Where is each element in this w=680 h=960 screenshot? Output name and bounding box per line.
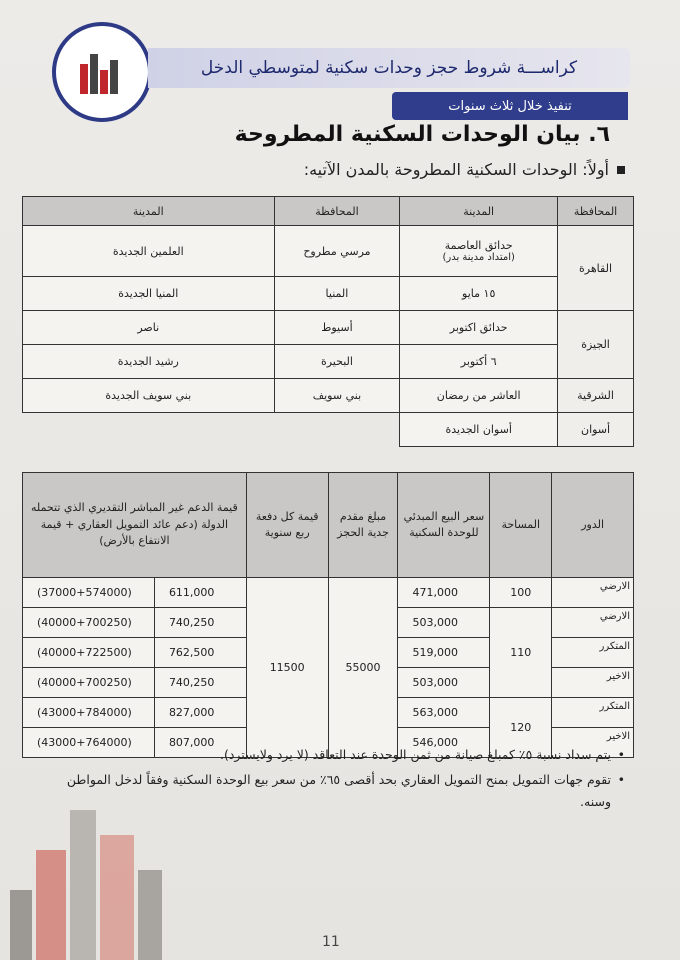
governorate-cell: القاهرة <box>558 226 634 311</box>
support-total-cell: 740,250 <box>154 668 246 698</box>
floor-cell: الاخير <box>552 728 634 758</box>
support-detail-cell: (40000+700250) <box>23 608 155 638</box>
governorate-cell: الشرقية <box>558 379 634 413</box>
execution-period: تنفيذ خلال ثلاث سنوات <box>448 98 572 114</box>
support-detail-cell: (40000+700250) <box>23 668 155 698</box>
cities-table-header <box>23 197 634 226</box>
floor-cell: الارضي <box>552 578 634 608</box>
price-cell: 503,000 <box>398 668 490 698</box>
city-name: حدائق العاصمة <box>444 239 513 252</box>
table-row <box>23 345 634 379</box>
city-cell: ١٥ مايو <box>400 277 558 311</box>
table-row <box>23 578 634 608</box>
cities-table <box>22 196 634 447</box>
table-row <box>23 413 634 447</box>
header-support: قيمة الدعم غير المباشر التقديري الذي تتحمله الدولة (دعم عائد التمويل العقاري + قيمة الانتفاع بالأرض) <box>23 473 247 578</box>
area-cell: 120 <box>490 698 552 758</box>
city-cell: رشيد الجديدة <box>23 345 275 379</box>
governorate-cell: المنيا <box>274 277 400 311</box>
city-cell: العلمين الجديدة <box>23 226 275 277</box>
support-detail-cell: (40000+722500) <box>23 638 155 668</box>
floor-cell: المتكرر <box>552 638 634 668</box>
governorate-cell: الجيزة <box>558 311 634 379</box>
floor-cell: الاخير <box>552 668 634 698</box>
support-detail-cell: (37000+574000) <box>23 578 155 608</box>
city-cell: بني سويف الجديدة <box>23 379 275 413</box>
area-cell: 100 <box>490 578 552 608</box>
support-total-cell: 807,000 <box>154 728 246 758</box>
cities-subheading-text: أولاً: الوحدات السكنية المطروحة بالمدن الآتيه: <box>303 160 609 179</box>
table-row <box>23 311 634 345</box>
header-area: المساحة <box>490 473 552 578</box>
governorate-cell: مرسي مطروح <box>274 226 400 277</box>
brochure-title: كراســـة شروط حجز وحدات سكنية لمتوسطي الدخل <box>200 58 578 78</box>
units-table <box>22 472 634 758</box>
floor-cell: المتكرر <box>552 698 634 728</box>
page-number: 11 <box>322 934 340 950</box>
city-cell: ناصر <box>23 311 275 345</box>
support-total-cell: 740,250 <box>154 608 246 638</box>
note-item: • يتم سداد نسبة ٥٪ كمبلغ صيانة من ثمن الوحدة عند التعاقد (لا يرد ولايسترد). <box>35 744 625 765</box>
cities-subheading <box>304 160 625 179</box>
governorate-cell: أسوان <box>558 413 634 447</box>
support-detail-cell: (43000+764000) <box>23 728 155 758</box>
note-item: • تقوم جهات التمويل بمنح التمويل العقاري بحد أقصى ٦٥٪ من سعر بيع الوحدة السكنية وفقاً لدخل المواطن وسنه. <box>35 769 625 812</box>
price-cell: 471,000 <box>398 578 490 608</box>
city-cell: أسوان الجديدة <box>400 413 558 447</box>
price-cell: 503,000 <box>398 608 490 638</box>
execution-period-banner <box>392 92 628 120</box>
header-price: سعر البيع المبدئي للوحدة السكنية <box>398 473 490 578</box>
brochure-title-banner <box>148 48 630 88</box>
city-cell: العاشر من رمضان <box>400 379 558 413</box>
down-payment-cell: 55000 <box>328 578 398 758</box>
support-total-cell: 762,500 <box>154 638 246 668</box>
support-total-cell: 827,000 <box>154 698 246 728</box>
city-cell <box>400 226 558 277</box>
header-city: المدينة <box>23 197 275 226</box>
header-down-payment: مبلغ مقدم جدية الحجز <box>328 473 398 578</box>
header-quarterly: قيمة كل دفعة ربع سنوية <box>246 473 328 578</box>
floor-cell: الارضي <box>552 608 634 638</box>
units-table-header <box>23 473 634 578</box>
header-governorate: المحافظة <box>558 197 634 226</box>
header-city: المدينة <box>400 197 558 226</box>
building-decoration <box>0 800 190 960</box>
city-cell: حدائق اكتوبر <box>400 311 558 345</box>
governorate-cell: البحيرة <box>274 345 400 379</box>
city-cell: ٦ أكتوبر <box>400 345 558 379</box>
city-note: (امتداد مدينة بدر) <box>442 252 515 263</box>
quarterly-cell: 11500 <box>246 578 328 758</box>
support-total-cell: 611,000 <box>154 578 246 608</box>
header-governorate: المحافظة <box>274 197 400 226</box>
price-cell: 563,000 <box>398 698 490 728</box>
price-cell: 519,000 <box>398 638 490 668</box>
table-row <box>23 226 634 277</box>
fund-logo <box>52 22 152 122</box>
area-cell: 110 <box>490 608 552 698</box>
table-row <box>23 379 634 413</box>
table-row <box>23 277 634 311</box>
bullet-square-icon <box>617 166 625 174</box>
city-cell: المنيا الجديدة <box>23 277 275 311</box>
header-floor: الدور <box>552 473 634 578</box>
price-cell: 546,000 <box>398 728 490 758</box>
support-detail-cell: (43000+784000) <box>23 698 155 728</box>
governorate-cell: بني سويف <box>274 379 400 413</box>
governorate-cell: أسيوط <box>274 311 400 345</box>
section-title: ٦. بيان الوحدات السكنية المطروحة <box>234 122 610 147</box>
